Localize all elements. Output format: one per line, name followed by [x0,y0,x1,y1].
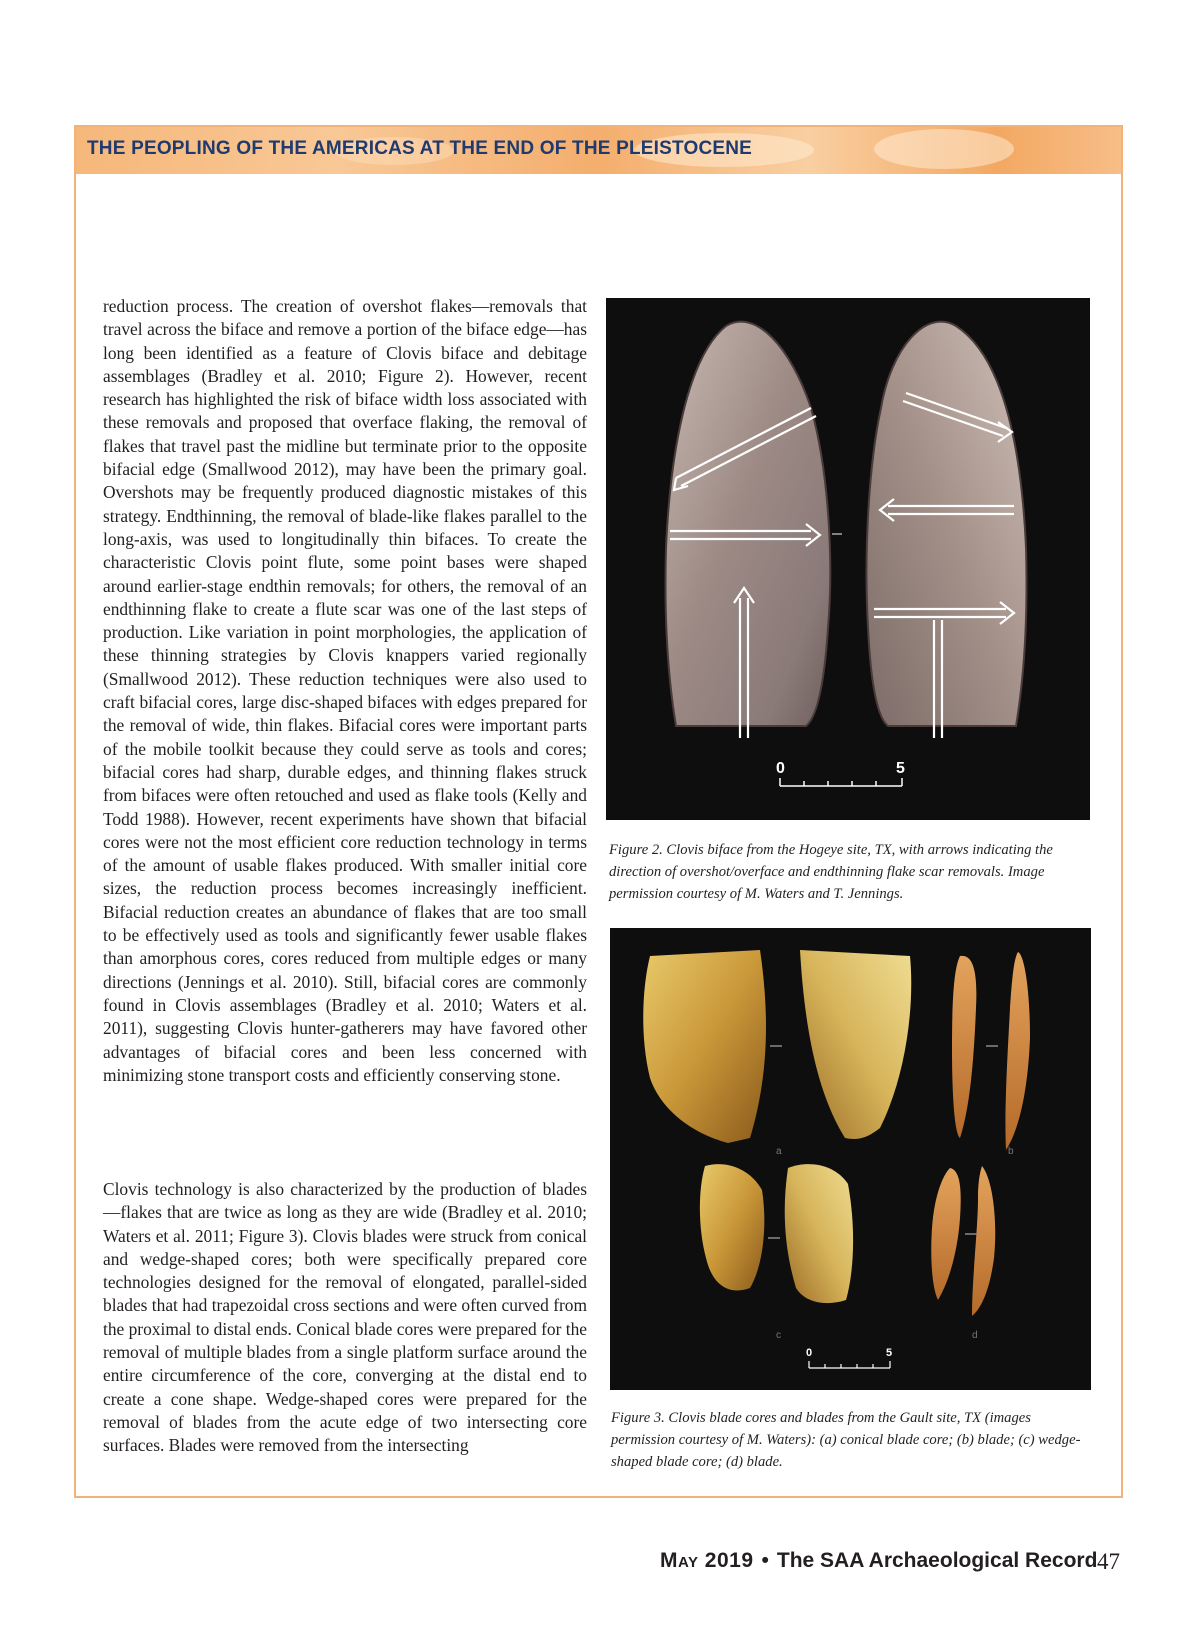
clovis-blade-cores-photo [610,928,1091,1390]
scale-label-start: 0 [776,760,785,777]
figure-3-caption: Figure 3. Clovis blade cores and blades from the Gault site, TX (images permission courtesy of M. Waters): (a) conical blade core; (b) blade; (c) wedge-shaped blade core; (d) blade. [611,1410,1081,1470]
wedge-core-c1 [700,1164,764,1290]
blade-b2 [1005,952,1030,1150]
body-paragraph: reduction process. The creation of overshot flakes—removals that travel across the biface and remove a portion of the biface edge—has long been identified as a feature of Clovis biface and debitage assemblages (Bradley et al. 2010; Figure 2). However, recent research has highlighted the risk of biface width loss associated with these removals and proposed that overface flaking, the removal of flakes that travel past the midline but terminate prior to the opposite bifacial edge (Smallwood 2012), may have been the primary goal. Overshots may be frequently produced diagnostic mistakes of this strategy. Endthinning, the removal of blade-like flakes parallel to the long-axis, was used to longitudinally thin bifaces. To create the characteristic Clovis point flute, some point bases were shaped around earlier-stage endthin removals; for others, the removal of an endthinning flake to create a flute scar was one of the last steps of production. Like variation in point morphologies, the application of these thinning strategies by Clovis knappers varied regionally (Smallwood 2012). These reduction techniques were also used to craft bifacial cores, large disc-shaped bifaces with edges prepared for the removal of wide, thin flakes. Bifacial cores were important parts of the mobile toolkit because they could serve as tools and cores; bifacial cores had sharp, durable edges, and thinning flakes struck from bifaces were often retouched and used as flake tools (Kelly and Todd 1988). However, recent experiments have shown that bifacial cores were not the most efficient core reduction technology in terms of the amount of usable flakes produced. With smaller initial core sizes, the reduction process becomes increasingly inefficient. Bifacial reduction creates an abundance of flakes that are too small to be effectively used as tools and significantly fewer usable flakes than amorphous cores, cores reduced from multiple edges or many directions (Jennings et al. 2010). Still, bifacial cores are commonly found in Clovis assemblages (Bradley et al. 2010; Waters et al. 2011), suggesting Clovis hunter-gatherers may have favored other advantages of bifacial cores and been less concerned with minimizing stone transport costs and efficiently conserving stone. [103,296,587,1085]
figure-2-caption: Figure 2. Clovis biface from the Hogeye site, TX, with arrows indicating the direction of overshot/overface and endthinning flake scar removals. Image permission courtesy of M. Waters and T. Jennings. [609,842,1053,902]
figure-2-image [606,298,1090,820]
scale-label-start: 0 [806,1347,813,1359]
blade-b1 [952,956,976,1138]
clovis-biface-photo [606,298,1090,820]
label-d: d [972,1330,978,1341]
conical-core-a1 [643,950,766,1143]
label-a: a [776,1146,782,1157]
blade-d2 [972,1166,995,1316]
footer-date: May 2019 [660,1549,754,1572]
figure-3-image [610,928,1091,1390]
footer-journal: The SAA Archaeological Record [776,1549,1098,1572]
section-title: THE PEOPLING OF THE AMERICAS AT THE END OF THE PLEISTOCENE [87,138,753,159]
scale-label-end: 5 [896,760,905,777]
scale-label-end: 5 [886,1347,893,1359]
conical-core-a2 [800,950,911,1139]
footer-bullet: • [761,1549,769,1572]
scale-bar [809,1361,890,1368]
blade-d1 [931,1168,960,1300]
body-paragraph: Clovis technology is also characterized by the production of blades—flakes that are twice as long as they are wide (Bradley et al. 2010; Waters et al. 2011; Figure 3). Clovis blades were struck from conical and wedge-shaped cores; both were specifically prepared core technologies designed for the removal of elongated, parallel-sided blades that had trapezoidal cross sections and were often curved from the proximal to distal ends. Conical blade cores were prepared for the removal of multiple blades from a single platform surface around the entire circumference of the core, converging at the distal end to create a cone shape. Wedge-shaped cores were prepared for the removal of blades from the acute edge of two intersecting core surfaces. Blades were removed from the intersecting [103,1179,587,1456]
scale-bar [780,778,902,786]
footer-publication [660,1549,1097,1573]
biface-back [867,322,1027,726]
page-number: 47 [1097,1549,1120,1574]
label-c: c [776,1330,781,1341]
wedge-core-c2 [785,1164,853,1303]
label-b: b [1008,1146,1014,1157]
